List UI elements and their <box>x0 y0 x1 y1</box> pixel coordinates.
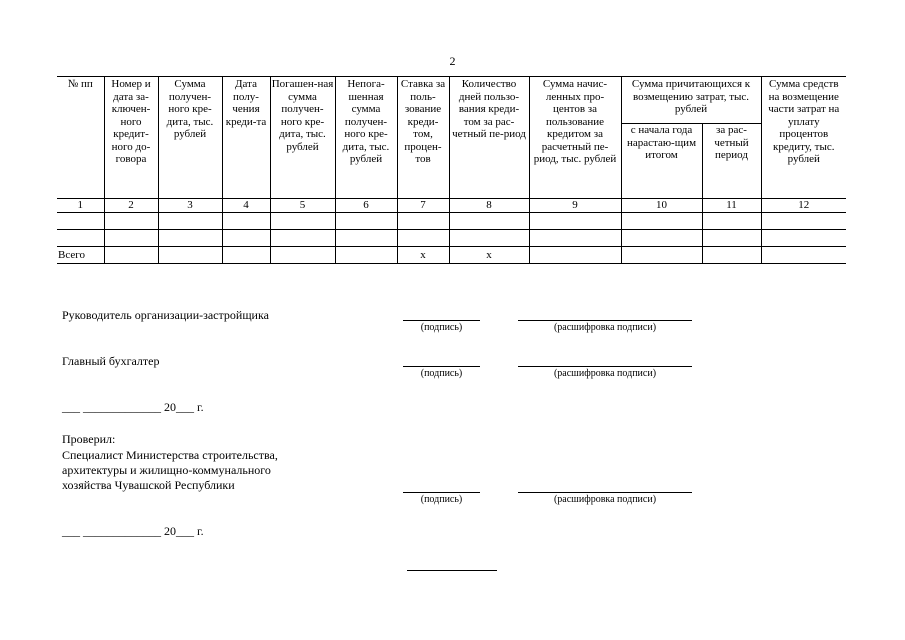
header-cell: Ставка за поль-зование креди-том, процен-тов <box>397 77 449 199</box>
column-number: 4 <box>222 199 270 213</box>
subheader-cell: за рас-четный период <box>702 124 761 199</box>
signature-caption: (подпись) <box>420 494 463 505</box>
column-number: 12 <box>761 199 846 213</box>
signature-caption: (подпись) <box>420 368 463 379</box>
footer-divider <box>407 570 497 571</box>
header-cell: Сумма начис-ленных про-центов за пользование кредитом за расчетный пе-риод, тыс. рублей <box>529 77 621 199</box>
column-number: 3 <box>158 199 222 213</box>
header-cell: Сумма средств на возмещение части затрат на уплату процентов кредиту, тыс. рублей <box>761 77 846 199</box>
header-cell: Сумма причитающихся к возмещению затрат, тыс. рублей <box>621 77 761 124</box>
header-cell: № пп <box>57 77 104 199</box>
total-label: Всего <box>57 247 104 264</box>
decode-line <box>518 320 692 321</box>
subheader-cell: с начала года нарастаю-щим итогом <box>621 124 702 199</box>
decode-line <box>518 492 692 493</box>
date-line: ___ _____________ 20___ г. <box>62 524 204 538</box>
checked-label: Проверил: <box>62 432 116 446</box>
header-row <box>57 77 846 124</box>
specialist-line: Специалист Министерства строительства, <box>62 448 278 462</box>
header-cell: Дата полу-чения креди-та <box>222 77 270 199</box>
column-number: 1 <box>57 199 104 213</box>
page-number: 2 <box>449 54 456 68</box>
column-number: 2 <box>104 199 158 213</box>
column-number-row <box>57 199 846 213</box>
signature-line <box>403 320 480 321</box>
table-row <box>57 230 846 247</box>
column-number: 8 <box>449 199 529 213</box>
date-line: ___ _____________ 20___ г. <box>62 400 204 414</box>
column-number: 5 <box>270 199 335 213</box>
signature-line <box>403 492 480 493</box>
header-cell: Погашен-ная сумма получен-ного кре-дита, тыс. рублей <box>270 77 335 199</box>
total-row <box>57 247 846 264</box>
signature-line <box>403 366 480 367</box>
accountant-label: Главный бухгалтер <box>62 354 160 368</box>
header-cell: Непога-шенная сумма получен-ного кре-дита, тыс. рублей <box>335 77 397 199</box>
header-cell: Количество дней пользо-вания креди-том за рас-четный пе-риод <box>449 77 529 199</box>
column-number: 11 <box>702 199 761 213</box>
signature-caption: (подпись) <box>420 322 463 333</box>
decode-line <box>518 366 692 367</box>
column-number: 6 <box>335 199 397 213</box>
column-number: 7 <box>397 199 449 213</box>
table-row <box>57 213 846 230</box>
decode-caption: (расшифровка подписи) <box>553 368 657 379</box>
column-number: 9 <box>529 199 621 213</box>
specialist-line: архитектуры и жилищно-коммунального <box>62 463 271 477</box>
decode-caption: (расшифровка подписи) <box>553 322 657 333</box>
report-table <box>57 76 846 264</box>
director-label: Руководитель организации-застройщика <box>62 308 269 322</box>
total-cell: х <box>449 247 529 264</box>
column-number: 10 <box>621 199 702 213</box>
total-cell: х <box>397 247 449 264</box>
header-cell: Сумма получен-ного кре-дита, тыс. рублей <box>158 77 222 199</box>
decode-caption: (расшифровка подписи) <box>553 494 657 505</box>
specialist-line: хозяйства Чувашской Республики <box>62 478 235 492</box>
header-cell: Номер и дата за-ключен-ного кредит-ного до-говора <box>104 77 158 199</box>
